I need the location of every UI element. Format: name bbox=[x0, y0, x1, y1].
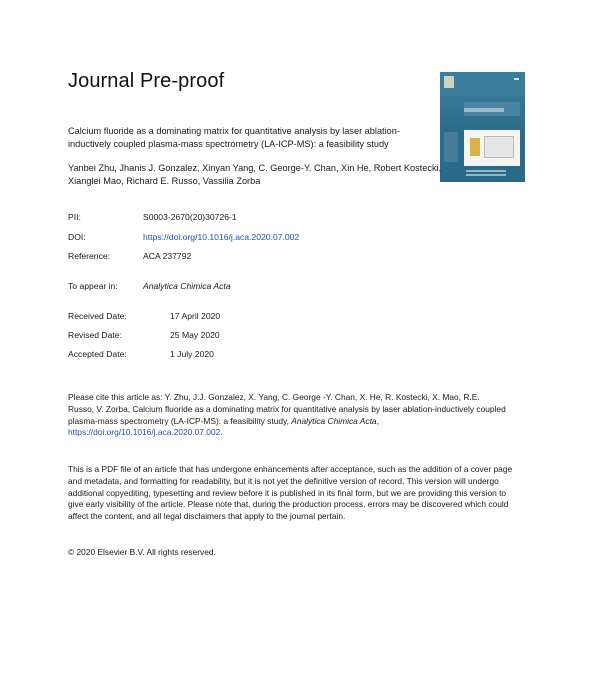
received-date-value: 17 April 2020 bbox=[170, 311, 221, 321]
citation-paragraph bbox=[68, 392, 508, 439]
page-title: Journal Pre-proof bbox=[68, 70, 225, 92]
citation-doi-link[interactable]: https://doi.org/10.1016/j.aca.2020.07.002 bbox=[68, 427, 221, 438]
citation-separator: , bbox=[376, 415, 379, 426]
article-authors: Yanbei Zhu, Jhanis J. Gonzalez, Xinyan Yang, C. George-Y. Chan, Xin He, Robert Kostecki, Xianglei Mao, Richard E. Russo, Vassilia Zorba bbox=[68, 163, 442, 186]
accepted-date-value: 1 July 2020 bbox=[170, 349, 214, 359]
preproof-notice: This is a PDF file of an article that has undergone enhancements after acceptance, such as the addition of a cover page and metadata, and formatting for readability, but it is not yet the definitive version of record. This version will undergo additional copyediting, typesetting and review before it is published in its final form, but we are providing this version to give early visibility of the article. Please note that, during the production process, errors may be discovered which could affect the content, and all legal disclaimers that apply to the journal pertain. bbox=[68, 464, 513, 522]
elsevier-logo-icon bbox=[444, 76, 454, 88]
appear-in-value: Analytica Chimica Acta bbox=[143, 281, 231, 291]
doi-label: DOI: bbox=[68, 232, 86, 242]
accepted-date-label: Accepted Date: bbox=[68, 349, 127, 359]
citation-text: Please cite this article as: Y. Zhu, J.J. Gonzalez, X. Yang, C. George -Y. Chan, X. He, R. Kostecki, X. Mao, R.E. Russo, V. Zorba, Calcium fluoride as a dominating matrix for quantitative analysis by laser ablation-inductively coupled plasma-mass spectrometry (LA-ICP-MS): a feasibility study, bbox=[68, 392, 506, 426]
doi-link[interactable]: https://doi.org/10.1016/j.aca.2020.07.002 bbox=[143, 232, 300, 242]
cover-figure bbox=[464, 130, 520, 166]
revised-date-value: 25 May 2020 bbox=[170, 330, 220, 340]
reference-label: Reference: bbox=[68, 251, 111, 261]
cover-figure-panel bbox=[484, 136, 514, 158]
cover-title-line bbox=[464, 108, 504, 112]
journal-cover-thumbnail bbox=[440, 72, 525, 182]
received-date-label: Received Date: bbox=[68, 311, 127, 321]
cover-figure-bar bbox=[470, 138, 480, 156]
cover-mark bbox=[514, 78, 519, 80]
citation-journal: Analytica Chimica Acta bbox=[291, 415, 377, 426]
citation-end: . bbox=[220, 427, 223, 438]
reference-value: ACA 237792 bbox=[143, 251, 192, 261]
copyright-notice: © 2020 Elsevier B.V. All rights reserved. bbox=[68, 547, 216, 557]
pii-label: PII: bbox=[68, 212, 81, 222]
article-title: Calcium fluoride as a dominating matrix for quantitative analysis by laser ablation-inductively coupled plasma-mass spectrometry (LA-ICP-MS): a feasibility study bbox=[68, 126, 400, 149]
cover-side-panel bbox=[444, 132, 458, 162]
pii-value: S0003-2670(20)30726-1 bbox=[143, 212, 237, 222]
cover-text-lines bbox=[466, 170, 506, 172]
appear-in-label: To appear in: bbox=[68, 281, 118, 291]
revised-date-label: Revised Date: bbox=[68, 330, 122, 340]
